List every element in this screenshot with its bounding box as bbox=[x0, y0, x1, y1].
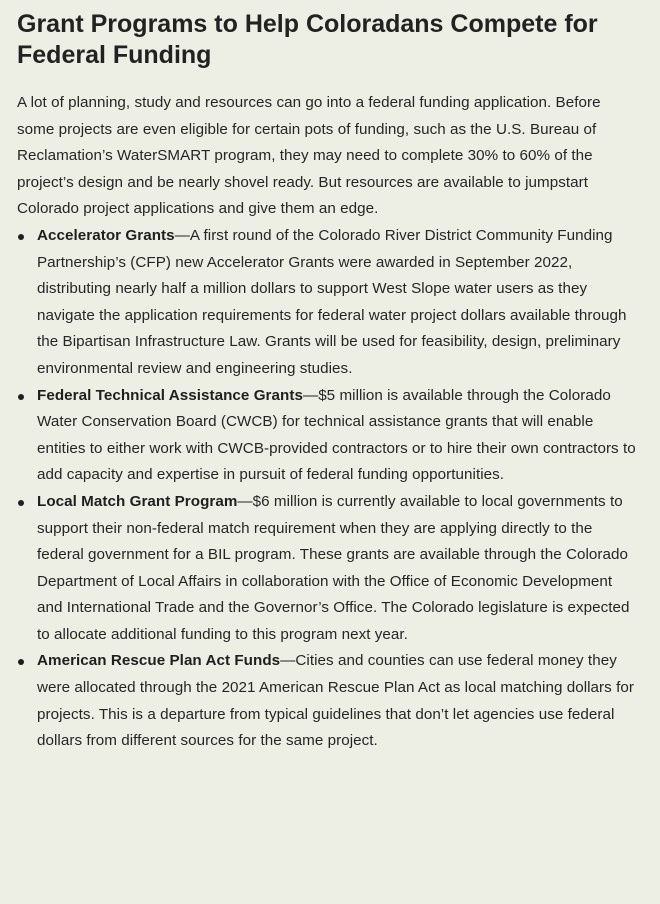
list-item-federal-technical-assistance-grants bbox=[17, 383, 640, 489]
grant-name: Accelerator Grants bbox=[37, 226, 175, 244]
list-item-local-match-grant-program bbox=[17, 489, 640, 649]
sidebar-title: Grant Programs to Help Coloradans Compete for Federal Funding bbox=[17, 10, 598, 69]
bullet-icon bbox=[18, 500, 24, 506]
grant-description: —$5 million is available through the Colorado Water Conservation Board (CWCB) for technical assistance grants that will enable entities to either work with CWCB-provided contractors or to hire their own contractors to add capacity and expertise in pursuit of federal funding opportunities. bbox=[37, 386, 636, 484]
intro-paragraph: A lot of planning, study and resources can go into a federal funding application. Before some projects are even eligible for certain pots of funding, such as the U.S. Bureau of Reclamation’s WaterSMART program, they may need to complete 30% to 60% of the project’s design and be nearly shovel ready. But resources are available to jumpstart Colorado project applications and give them an edge. bbox=[17, 94, 601, 218]
bullet-icon bbox=[18, 659, 24, 665]
grant-list bbox=[17, 223, 640, 755]
bullet-icon bbox=[18, 234, 24, 240]
grant-description: —A first round of the Colorado River District Community Funding Partnership’s (CFP) new Accelerator Grants were awarded in September 2022, distributing nearly half a million dollars to support West Slope water users as they navigate the application requirements for federal water project dollars available through the Bipartisan Infrastructure Law. Grants will be used for feasibility, design, preliminary environmental review and engineering studies. bbox=[37, 226, 627, 377]
list-item-accelerator-grants bbox=[17, 223, 640, 383]
list-item-american-rescue-plan-act-funds bbox=[17, 648, 640, 754]
grant-name: Federal Technical Assistance Grants bbox=[37, 386, 303, 404]
grant-description: —$6 million is currently available to local governments to support their non-federal match requirement when they are applying directly to the federal government for a BIL program. These grants are available through the Colorado Department of Local Affairs in collaboration with the Office of Economic Development and International Trade and the Governor’s Office. The Colorado legislature is expected to allocate additional funding to this program next year. bbox=[37, 492, 630, 643]
bullet-icon bbox=[18, 394, 24, 400]
grant-description: —Cities and counties can use federal money they were allocated through the 2021 American Rescue Plan Act as local matching dollars for projects. This is a departure from typical guidelines that don’t let agencies use federal dollars from different sources for the same project. bbox=[37, 652, 634, 750]
grant-name: Local Match Grant Program bbox=[37, 492, 238, 510]
grant-name: American Rescue Plan Act Funds bbox=[37, 652, 281, 670]
